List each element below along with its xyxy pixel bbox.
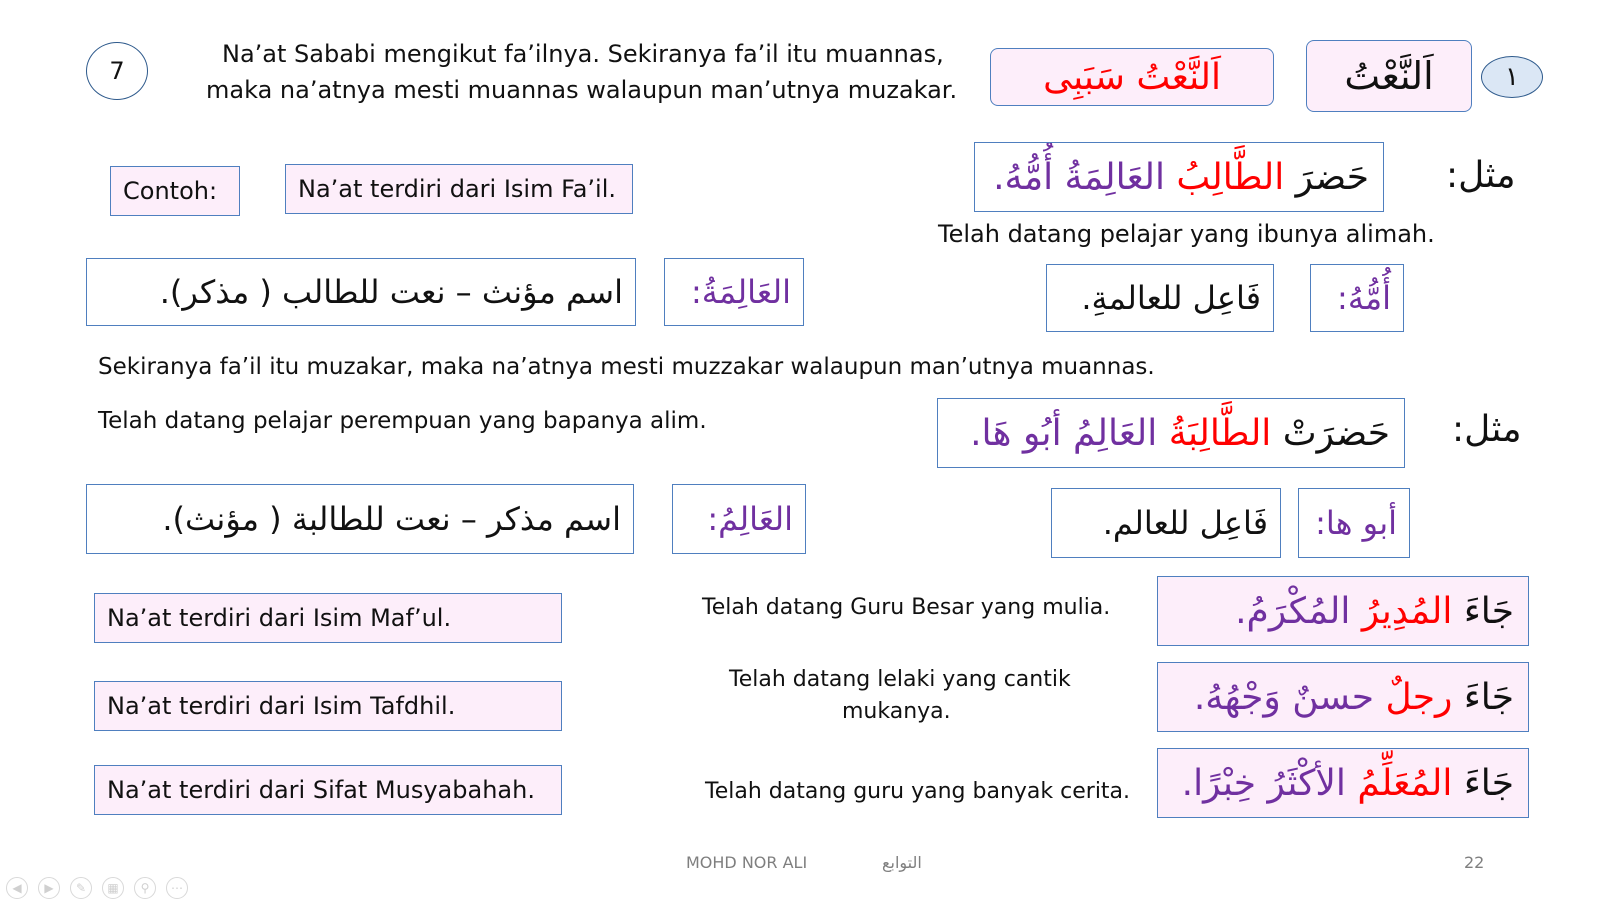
type-sifat-musyabahah-label-text: Na’at terdiri dari Sifat Musyabahah. bbox=[107, 776, 535, 804]
footer-topic: التوابع bbox=[882, 853, 922, 872]
example-2-adjective: العَالِمُ أبُو هَا. bbox=[970, 412, 1158, 454]
mithal-label-1: مثل: bbox=[1446, 155, 1516, 196]
type-sifat-musyabahah-sentence bbox=[1157, 748, 1529, 818]
example-1-word2-desc bbox=[1046, 264, 1274, 332]
type-isim-tafdhil-translation-2: mukanya. bbox=[842, 699, 951, 724]
title-naat bbox=[1306, 40, 1472, 112]
next-slide-icon[interactable]: ▶ bbox=[38, 877, 60, 899]
type-isim-tafdhil-sentence bbox=[1157, 662, 1529, 732]
type-isim-tafdhil-verb: جَاءَ bbox=[1463, 676, 1514, 718]
example-1-word2-desc-text: فَاعِل للعالمةِ. bbox=[1081, 279, 1261, 317]
type-isim-maful-adjective: المُكْرَمُ. bbox=[1235, 590, 1351, 632]
type-isim-tafdhil-label bbox=[94, 681, 562, 731]
example-1-verb: حَضرَ bbox=[1295, 156, 1369, 198]
slide-number-badge bbox=[86, 42, 148, 100]
more-options-icon[interactable]: ⋯ bbox=[166, 877, 188, 899]
isim-fail-label-text: Na’at terdiri dari Isim Fa’il. bbox=[298, 175, 616, 203]
contoh-label-text: Contoh: bbox=[123, 177, 218, 205]
type-isim-maful-verb: جَاءَ bbox=[1463, 590, 1514, 632]
example-2-verb: حَضرَتْ bbox=[1282, 412, 1390, 454]
title-naat-sababi bbox=[990, 48, 1274, 106]
pen-icon[interactable]: ✎ bbox=[70, 877, 92, 899]
previous-slide-icon[interactable]: ◀ bbox=[6, 877, 28, 899]
contoh-label bbox=[110, 166, 240, 216]
example-2-word1-desc-text: اسم مذكر – نعت للطالبة ( مؤنث). bbox=[162, 500, 621, 538]
type-isim-maful-label bbox=[94, 593, 562, 643]
mithal-label-2: مثل: bbox=[1452, 409, 1522, 450]
intro-line-2: maka na’atnya mesti muannas walaupun man’utnya muzakar. bbox=[206, 76, 958, 104]
example-2-word1 bbox=[672, 484, 806, 554]
example-2-word1-text: العَالِمُ: bbox=[707, 500, 793, 538]
footer-page-number: 22 bbox=[1464, 853, 1485, 872]
type-isim-maful-noun: المُدِيرُ bbox=[1361, 590, 1453, 632]
type-sifat-musyabahah-verb: جَاءَ bbox=[1463, 762, 1514, 804]
example-1-noun: الطَّالِبُ bbox=[1176, 156, 1285, 198]
zoom-icon[interactable]: ⚲ bbox=[134, 877, 156, 899]
section-number-badge bbox=[1481, 56, 1543, 98]
type-sifat-musyabahah-noun: المُعَلِّمُ bbox=[1357, 762, 1453, 804]
example-2-word2-desc-text: فَاعِل للعالم. bbox=[1102, 504, 1268, 542]
type-isim-maful-translation: Telah datang Guru Besar yang mulia. bbox=[702, 595, 1111, 620]
example-1-adjective: العَالِمَةُ أُمُّهُ. bbox=[993, 156, 1165, 198]
type-sifat-musyabahah-adjective: الأكْثَرُ خِبْرًا. bbox=[1181, 762, 1346, 804]
example-1-word1 bbox=[664, 258, 804, 326]
isim-fail-label bbox=[285, 164, 633, 214]
example-1-translation: Telah datang pelajar yang ibunya alimah. bbox=[938, 220, 1435, 248]
rule-2-translation: Telah datang pelajar perempuan yang bapanya alim. bbox=[98, 408, 707, 434]
title-naat-sababi-text: اَلنَّعْتُ سَبَبِى bbox=[1043, 56, 1221, 98]
title-naat-text: اَلنَّعْتُ bbox=[1344, 54, 1434, 98]
example-1-sentence bbox=[974, 142, 1384, 212]
type-isim-maful-label-text: Na’at terdiri dari Isim Maf’ul. bbox=[107, 604, 452, 632]
section-number-text: ١ bbox=[1505, 62, 1519, 92]
type-isim-tafdhil-noun: رجلٌ bbox=[1385, 676, 1453, 718]
slides-grid-icon[interactable]: ▦ bbox=[102, 877, 124, 899]
slide-number-text: 7 bbox=[109, 57, 125, 85]
example-1-word2 bbox=[1310, 264, 1404, 332]
type-sifat-musyabahah-label bbox=[94, 765, 562, 815]
type-isim-maful-sentence bbox=[1157, 576, 1529, 646]
example-1-word1-text: العَالِمَةُ: bbox=[690, 273, 791, 311]
example-2-word2-text: أبو ها: bbox=[1315, 504, 1397, 542]
example-2-word2-desc bbox=[1051, 488, 1281, 558]
type-isim-tafdhil-label-text: Na’at terdiri dari Isim Tafdhil. bbox=[107, 692, 456, 720]
intro-line-1: Na’at Sababi mengikut fa’ilnya. Sekiranya fa’il itu muannas, bbox=[222, 40, 944, 68]
example-2-noun: الطَّالِبَةُ bbox=[1168, 412, 1272, 454]
example-1-word2-text: أُمُّهُ: bbox=[1337, 279, 1391, 317]
type-isim-tafdhil-translation-1: Telah datang lelaki yang cantik bbox=[729, 667, 1071, 692]
rule-2-text: Sekiranya fa’il itu muzakar, maka na’atnya mesti muzzakar walaupun man’utnya muannas. bbox=[98, 354, 1155, 380]
example-2-sentence bbox=[937, 398, 1405, 468]
footer-author: MOHD NOR ALI bbox=[686, 853, 808, 872]
type-isim-tafdhil-adjective: حسنٌ وَجْهُهُ. bbox=[1193, 676, 1375, 718]
example-2-word2 bbox=[1298, 488, 1410, 558]
example-1-word1-desc-text: اسم مؤنث – نعت للطالب ( مذكر). bbox=[159, 273, 623, 311]
example-2-word1-desc bbox=[86, 484, 634, 554]
type-sifat-musyabahah-translation: Telah datang guru yang banyak cerita. bbox=[705, 779, 1131, 804]
example-1-word1-desc bbox=[86, 258, 636, 326]
